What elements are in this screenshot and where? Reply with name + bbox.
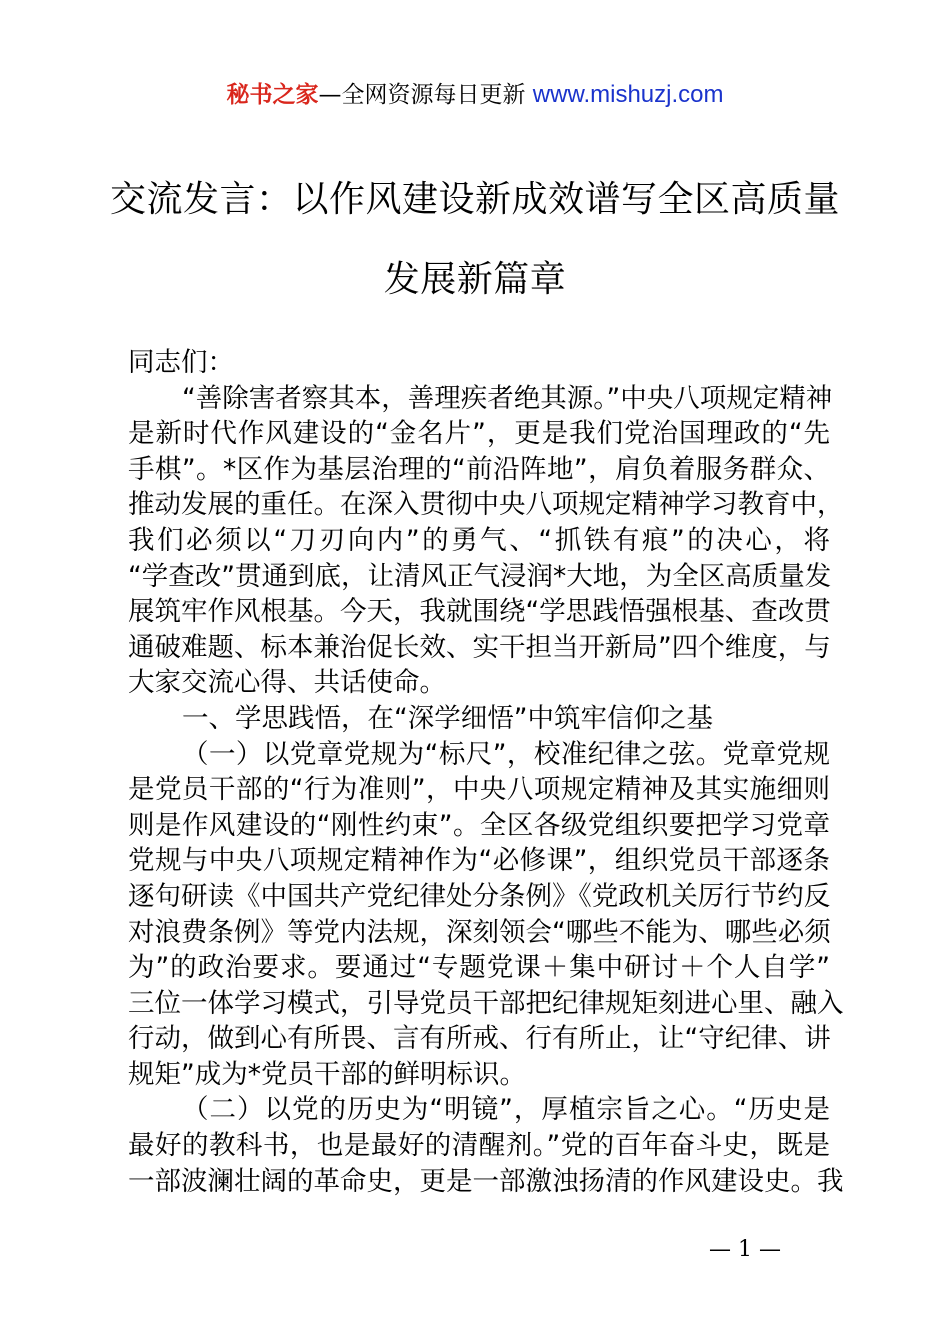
banner-slogan: —全网资源每日更新	[318, 82, 533, 108]
body-line: 一部波澜壮阔的革命史，更是一部激浊扬清的作风建设史。我	[128, 1165, 844, 1197]
body-line: “学查改”贯通到底，让清风正气浸润*大地，为全区高质量发	[128, 560, 832, 592]
body-line: 逐句研读《中国共产党纪律处分条例》《党政机关厉行节约反	[128, 880, 831, 912]
body-line: 我们必须以“刀刃向内”的勇气、“抓铁有痕”的决心，将	[128, 524, 830, 556]
document-title	[110, 160, 840, 320]
body-line: 则是作风建设的“刚性约束”。全区各级党组织要把学习党章	[128, 809, 830, 841]
body-line: 通破难题、标本兼治促长效、实干担当开新局”四个维度，与	[128, 631, 831, 663]
body-line: “善除害者察其本，善理疾者绝其源。”中央八项规定精神	[182, 382, 833, 414]
body-line: 党规与中央八项规定精神作为“必修课”，组织党员干部逐条	[128, 845, 830, 877]
page-number: — 1 —	[709, 1237, 781, 1262]
banner-brand: 秘书之家	[226, 82, 319, 108]
salutation: 同志们：	[128, 347, 234, 378]
title-line-2: 发展新篇章	[383, 259, 567, 300]
body-line: 规矩”成为*党员干部的鲜明标识。	[128, 1058, 526, 1090]
body-line: 展筑牢作风根基。今天，我就围绕“学思践悟强根基、查改贯	[128, 596, 831, 628]
body-line: 推动发展的重任。在深入贯彻中央八项规定精神学习教育中，	[128, 489, 844, 521]
section-heading: 一、学思践悟，在“深学细悟”中筑牢信仰之基	[182, 702, 713, 734]
body-line: 行动，做到心有所畏、言有所戒、行有所止，让“守纪律、讲	[128, 1023, 831, 1055]
body-line: 手棋”。*区作为基层治理的“前沿阵地”，肩负着服务群众、	[128, 453, 830, 485]
subsection-heading: （一）以党章党规为“标尺”，校准纪律之弦。党章党规	[182, 738, 830, 770]
body-line: 为”的政治要求。要通过“专题党课＋集中研讨＋个人自学”	[128, 952, 830, 984]
body-line: 是新时代作风建设的“金名片”，更是我们党治国理政的“先	[128, 418, 830, 450]
banner-url-link[interactable]: www.mishuzj.com	[532, 81, 724, 108]
body-line: 对浪费条例》等党内法规，深刻领会“哪些不能为、哪些必须	[128, 916, 831, 948]
site-banner	[0, 78, 950, 112]
body-line: 大家交流心得、共话使命。	[128, 667, 446, 699]
document-body	[128, 345, 844, 1199]
title-line-1: 交流发言：以作风建设新成效谱写全区高质量	[110, 179, 841, 220]
body-line: 是党员干部的“行为准则”，中央八项规定精神及其实施细则	[128, 774, 830, 806]
body-line: 三位一体学习模式，引导党员干部把纪律规矩刻进心里、融入	[128, 987, 844, 1019]
body-line: 最好的教科书，也是最好的清醒剂。”党的百年奋斗史，既是	[128, 1130, 830, 1162]
subsection-heading: （二）以党的历史为“明镜”，厚植宗旨之心。“历史是	[182, 1094, 830, 1126]
